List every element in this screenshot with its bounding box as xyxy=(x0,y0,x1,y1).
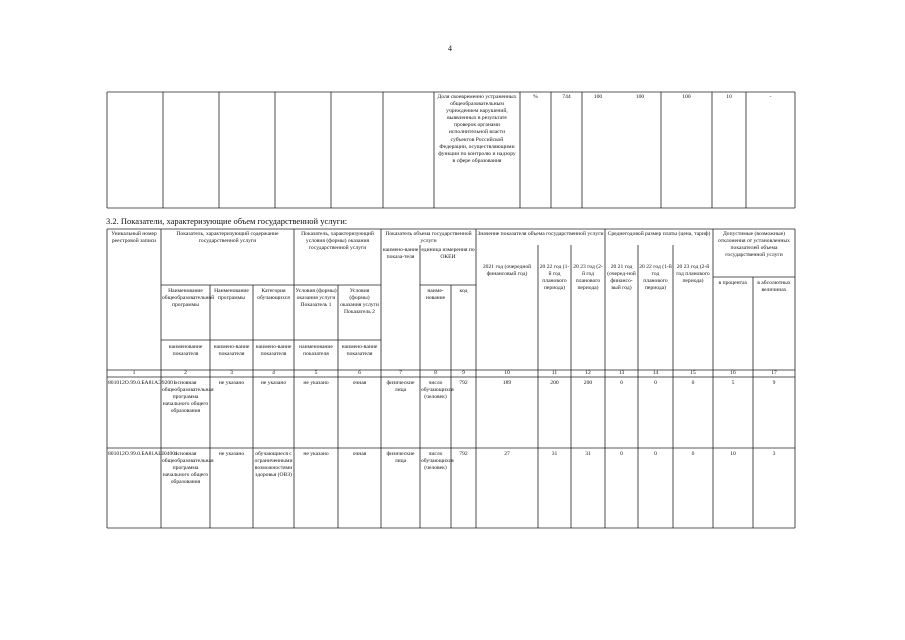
row-v2023: 31 xyxy=(585,451,591,457)
col-num-13: 13 xyxy=(618,370,625,376)
header-deviations-group: Допустимые (возможные) отклонения от установленных показателей объема государственной услуги xyxy=(718,231,790,259)
row-okei-name: число обучающихся (человек) xyxy=(421,451,454,472)
col-num-14: 14 xyxy=(652,370,659,376)
top-value-1: 100 xyxy=(593,94,603,100)
header-volume-values-group: Значение показателя объема государственной услуги xyxy=(477,231,604,237)
header-unit-okei: единица измерения по ОКЕИ xyxy=(421,247,475,261)
top-value-2: 100 xyxy=(635,94,645,100)
header-content-group: Показатель, характеризующий содержание государственной услуги xyxy=(176,231,279,245)
col-num-5: 5 xyxy=(314,370,318,376)
top-value-3: 100 xyxy=(682,94,691,100)
row-cond1: не указано xyxy=(303,451,329,457)
header-year-2023: 20 23 год (2-й год планового периода) xyxy=(573,264,603,292)
col-num-2: 2 xyxy=(184,370,187,376)
row-f2021: 0 xyxy=(620,380,623,386)
page-number: 4 xyxy=(448,44,452,53)
row-prog-name: не указано xyxy=(218,451,245,457)
row-v2021: 27 xyxy=(504,451,510,457)
header-indicator-name-5: наимено-вание показателя xyxy=(341,344,378,358)
header-conditions-group: Показатель, характеризующий условия (формы) оказания государственной услуги xyxy=(301,231,374,252)
row-abs: 9 xyxy=(772,380,776,386)
header-in-percent: в процентах xyxy=(718,280,748,286)
header-unique-number: Уникальный номер реестровой записи xyxy=(111,231,157,245)
header-indicator-name-2: наимено-вание показателя xyxy=(213,344,250,358)
section-title: 3.2. Показатели, характеризующие объем государственной услуги: xyxy=(106,216,348,226)
top-unit: % xyxy=(533,94,538,100)
row-cond2: очная xyxy=(352,451,367,457)
row-v2022: 31 xyxy=(551,451,558,457)
row-f2022: 0 xyxy=(654,380,657,386)
header-fee-2022: 20 22 год (1-й год планового периода) xyxy=(639,264,672,292)
col-num-11: 11 xyxy=(551,370,558,376)
row-okei-name: число обучающихся (человек) xyxy=(421,380,454,401)
col-num-15: 15 xyxy=(690,370,696,376)
col-num-16: 16 xyxy=(730,370,736,376)
row-prog-name: не указано xyxy=(218,380,245,386)
col-num-9: 9 xyxy=(462,370,465,376)
row-vol-name: физические лица xyxy=(386,380,415,394)
row-cond2: очная xyxy=(352,380,367,386)
header-fee-2023: 20 23 год (2-й год планового периода) xyxy=(676,264,710,285)
col-num-1: 1 xyxy=(132,370,136,376)
header-volume-group: Показатель объема государственной услуги xyxy=(385,231,472,245)
header-cond-form-1: Условия (формы) оказания услуги Показатель 1 xyxy=(295,288,337,309)
header-fee-2021: 20 21 год (очеред-ной финансо-вый год) xyxy=(607,264,636,292)
row-v2022: 200 xyxy=(550,380,559,386)
header-vol-name: наимено-вание показа-теля xyxy=(382,247,419,261)
top-value-4: 10 xyxy=(726,94,732,100)
row-f2023: 0 xyxy=(691,451,695,457)
row-f2021: 0 xyxy=(620,451,623,457)
top-indicator-text: Доля своевременно устраненных общеобразовательным учреждением нарушений, выявленных в результате проверок органами исполнительной власти субъектов Российской Федерации, осуществляющими функции по контролю и надзору в сфере образования xyxy=(437,94,517,164)
top-okei: 744 xyxy=(562,94,571,100)
row-cond1: не указано xyxy=(303,380,329,386)
row-f2022: 0 xyxy=(654,451,657,457)
header-indicator-name-4: наименование показателя xyxy=(299,344,333,358)
row-pct: 5 xyxy=(731,380,735,386)
col-num-12: 12 xyxy=(585,370,591,376)
row-vol-name: физические лица xyxy=(386,451,415,465)
row-pct: 10 xyxy=(730,451,736,457)
row-okei-code: 792 xyxy=(459,451,468,457)
col-num-17: 17 xyxy=(771,370,777,376)
row-f2023: 0 xyxy=(691,380,695,386)
header-okei-code: код xyxy=(459,288,468,294)
header-year-2021: 2021 год (очередной финансовый год) xyxy=(482,264,532,278)
row-id: 801012О.99.0.БА81АЭ92001 xyxy=(108,380,176,386)
header-in-absolute: в абсолютных величинах xyxy=(757,280,791,294)
col-num-7: 7 xyxy=(399,370,402,376)
header-avg-fee-group: Среднегодовой размер платы (цена, тариф) xyxy=(607,231,711,237)
row-v2021: 189 xyxy=(502,380,512,386)
header-edu-program: Наименование общеобразовательной программы xyxy=(162,288,215,309)
row-okei-code: 792 xyxy=(459,380,468,386)
row-program: основная общеобразовательная программа начального общего образования xyxy=(162,451,214,486)
col-num-3: 3 xyxy=(230,370,233,376)
row-category: обучающиеся с ограниченными возможностями здоровья (ОВЗ) xyxy=(254,451,293,479)
row-program: основная общеобразовательная программа начального общего образования xyxy=(162,380,214,415)
row-v2023: 200 xyxy=(583,380,593,386)
header-okei-name: наиме-нование xyxy=(425,288,446,302)
col-num-8: 8 xyxy=(434,370,437,376)
col-num-10: 10 xyxy=(504,370,510,376)
row-abs: 3 xyxy=(772,451,776,457)
col-num-6: 6 xyxy=(358,370,361,376)
header-year-2022: 20 22 год (1-й год планового периода) xyxy=(539,264,570,292)
header-indicator-name-3: наимено-вание показателя xyxy=(255,344,292,358)
top-value-5: - xyxy=(769,94,772,100)
header-student-category: Категория обучающихся xyxy=(257,288,290,302)
row-category: не указано xyxy=(260,380,287,386)
header-indicator-name-1: наименование показателя xyxy=(168,344,203,358)
row-id: 801012О.99.0.БА81АШ04001 xyxy=(108,451,178,457)
header-program-name: Наименование программы xyxy=(214,288,249,302)
header-cond-form-2: Условия (формы) оказания услуги Показатель 2 xyxy=(340,288,379,316)
col-num-4: 4 xyxy=(272,370,275,376)
